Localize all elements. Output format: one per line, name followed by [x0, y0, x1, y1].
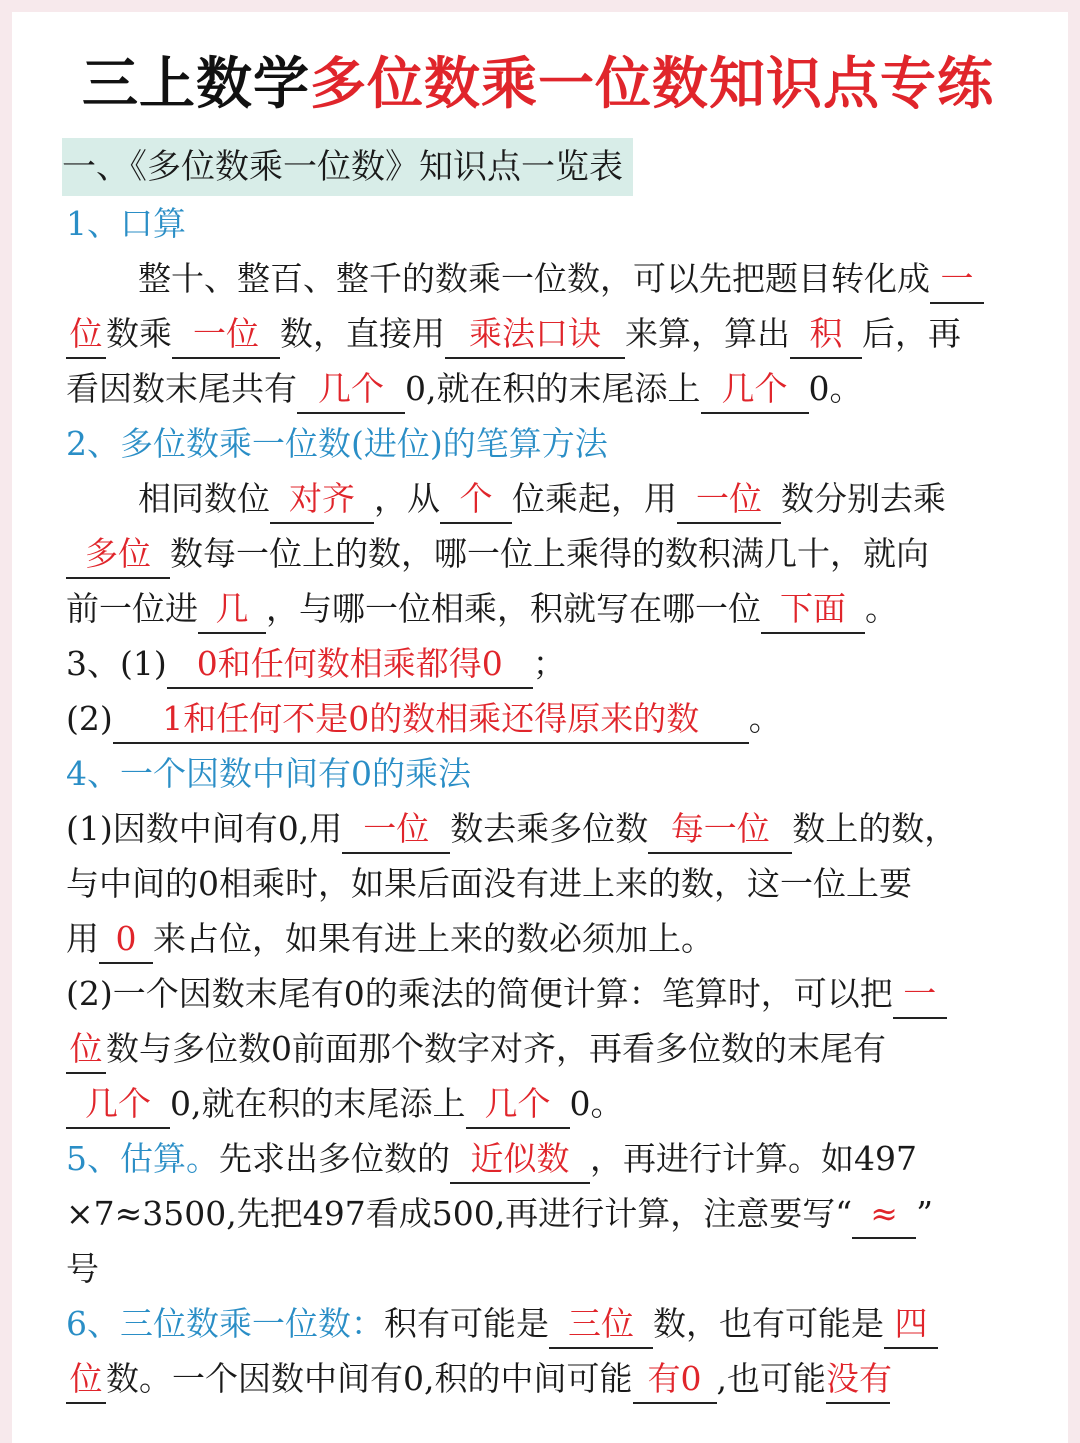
text-line	[66, 691, 1010, 746]
text-line	[66, 911, 1010, 966]
heading-three-digit: 6、三位数乘一位数：	[66, 1304, 384, 1343]
answer-blank: 下面	[761, 586, 865, 634]
text: 与中间的0相乘时，如果后面没有进上来的数，这一位上要	[66, 864, 912, 903]
text-line	[66, 1296, 1010, 1351]
text: ,也可能	[716, 1359, 826, 1398]
text-line	[66, 1186, 1010, 1241]
answer-blank: 几个	[701, 366, 809, 414]
text: 数上的数，	[792, 809, 958, 848]
text: 。	[748, 699, 782, 738]
text: ；	[532, 644, 566, 683]
text-line	[66, 581, 1010, 636]
text-line	[66, 471, 1010, 526]
answer-blank: 位	[66, 311, 106, 359]
text-line	[66, 1351, 1010, 1406]
text: 后，再	[862, 314, 961, 353]
text: (2)	[66, 699, 113, 738]
text: 相同数位	[138, 479, 270, 518]
text: 数与多位数0前面那个数字对齐，再看多位数的末尾有	[106, 1029, 886, 1068]
answer-blank: 几个	[297, 366, 405, 414]
text: 3、(1)	[66, 644, 167, 683]
text: 数每一位上的数，哪一位上乘得的数积满几十，就向	[170, 534, 929, 573]
answer-blank: 几	[198, 586, 266, 634]
text-line	[66, 361, 1010, 416]
text: 前一位进	[66, 589, 198, 628]
text: (1)因数中间有0,用	[66, 809, 343, 848]
text: 数去乘多位数	[450, 809, 649, 848]
page-title	[66, 48, 1010, 120]
answer-blank: 三位	[549, 1301, 653, 1349]
text: ”	[916, 1194, 933, 1233]
answer-blank: 一	[893, 971, 947, 1019]
text: 整十、整百、整千的数乘一位数，可以先把题目转化成	[138, 259, 930, 298]
answer-blank: 没有	[826, 1356, 890, 1404]
text-line	[66, 1131, 1010, 1186]
text-line	[66, 251, 1010, 306]
answer-blank: 位	[66, 1356, 106, 1404]
text: 0。	[808, 369, 863, 408]
text-line	[66, 526, 1010, 581]
answer-blank: 四	[884, 1301, 938, 1349]
heading-oral: 1、口算	[66, 204, 186, 243]
answer-blank: 一位	[172, 311, 280, 359]
answer-blank: 多位	[66, 531, 170, 579]
title-red: 多位数乘一位数知识点专练	[310, 51, 994, 117]
heading-estimate: 5、估算。	[66, 1139, 219, 1178]
text: ×7≈3500,先把497看成500,再进行计算，注意要写“	[66, 1194, 853, 1233]
text-line	[66, 1076, 1010, 1131]
answer-blank: 一位	[677, 476, 781, 524]
text: 数，直接用	[280, 314, 445, 353]
section-header: 一、《多位数乘一位数》知识点一览表	[62, 138, 633, 196]
text: 数，也有可能是	[653, 1304, 884, 1343]
text: 0,就在积的末尾添上	[405, 369, 701, 408]
text: 0,就在积的末尾添上	[170, 1084, 466, 1123]
answer-blank: 积	[790, 311, 862, 359]
text: ，再进行计算。如497	[590, 1139, 917, 1178]
text: 来占位，如果有进上来的数必须加上。	[153, 919, 714, 958]
text-line	[66, 306, 1010, 361]
answer-blank: 0和任何数相乘都得0	[167, 641, 533, 689]
text: 号	[66, 1249, 99, 1288]
heading-written: 2、多位数乘一位数(进位)的笔算方法	[66, 424, 608, 463]
text: (2)一个因数末尾有0的乘法的简便计算：笔算时，可以把	[66, 974, 893, 1013]
text-line	[66, 801, 1010, 856]
text-line	[66, 1241, 1010, 1296]
answer-blank: 几个	[466, 1081, 570, 1129]
answer-blank: 几个	[66, 1081, 170, 1129]
text: 来算，算出	[625, 314, 790, 353]
answer-blank: 个	[440, 476, 512, 524]
text-line	[66, 636, 1010, 691]
title-black: 三上数学	[82, 51, 310, 117]
text: 。	[865, 589, 898, 628]
text: ，从	[374, 479, 440, 518]
text: 位乘起，用	[512, 479, 677, 518]
text-line	[66, 966, 1010, 1021]
text: 先求出多位数的	[219, 1139, 450, 1178]
answer-blank: 近似数	[450, 1136, 590, 1184]
text: 用	[66, 919, 99, 958]
document-page	[12, 12, 1068, 1443]
answer-blank: 一	[930, 256, 984, 304]
text: 0。	[569, 1084, 624, 1123]
text: 看因数末尾共有	[66, 369, 297, 408]
text-line	[66, 1021, 1010, 1076]
answer-blank: 位	[66, 1026, 106, 1074]
answer-blank: ≈	[852, 1191, 916, 1239]
text: ，与哪一位相乘，积就写在哪一位	[266, 589, 761, 628]
text-line	[66, 856, 1010, 911]
answer-blank: 每一位	[648, 806, 792, 854]
text: 数乘	[106, 314, 172, 353]
text: 积有可能是	[384, 1304, 549, 1343]
answer-blank: 对齐	[270, 476, 374, 524]
text: 数分别去乘	[781, 479, 946, 518]
answer-blank: 一位	[342, 806, 450, 854]
heading-middle-zero: 4、一个因数中间有0的乘法	[66, 754, 471, 793]
answer-blank: 有0	[633, 1356, 717, 1404]
answer-blank: 乘法口诀	[445, 311, 625, 359]
text: 数。一个因数中间有0,积的中间可能	[106, 1359, 633, 1398]
answer-blank: 0	[99, 916, 153, 964]
answer-blank: 1和任何不是0的数相乘还得原来的数	[113, 696, 749, 744]
